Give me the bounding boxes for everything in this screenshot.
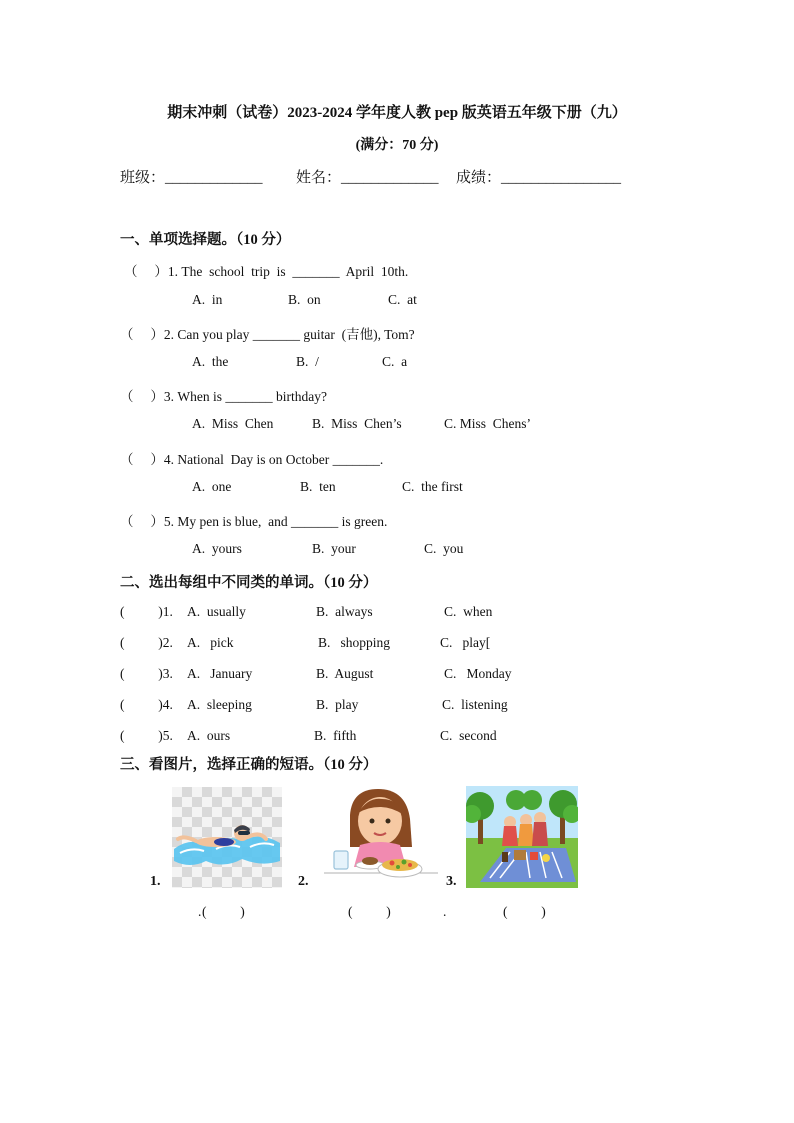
question-5[interactable]: （ ）5. My pen is blue, and _______ is green. (120, 514, 388, 529)
question-3[interactable]: （ ）3. When is _______ birthday? (120, 389, 327, 404)
row-1-option-c[interactable]: C. when (444, 604, 493, 619)
q5-option-b[interactable]: B. your (312, 541, 356, 556)
picture-1-label: 1. (150, 874, 161, 889)
picture-1-answer-blank[interactable]: ( ) (202, 904, 245, 919)
family-picnic-image (466, 786, 578, 888)
section3-heading: 三、看图片，选择正确的短语。（10 分） (120, 757, 378, 773)
girl-eating-salad-image (320, 785, 442, 887)
q4-option-b[interactable]: B. ten (300, 479, 336, 494)
score-note: (满分：70 分) (355, 138, 439, 153)
q4-option-c[interactable]: C. the first (402, 479, 463, 494)
name-field[interactable]: 姓名：_____________ (296, 170, 439, 186)
q3-option-b[interactable]: B. Miss Chen’s (312, 416, 402, 431)
grade-field[interactable]: 成绩：________________ (456, 170, 622, 186)
q1-option-c[interactable]: C. at (388, 292, 417, 307)
row-3-option-b[interactable]: B. August (316, 666, 374, 681)
q3-option-c[interactable]: C. Miss Chens’ (444, 416, 532, 431)
q5-option-a[interactable]: A. yours (192, 541, 242, 556)
row-5-option-b[interactable]: B. fifth (314, 728, 357, 743)
q4-option-a[interactable]: A. one (192, 479, 232, 494)
question-1[interactable]: （ ）1. The school trip is _______ April 10th. (124, 264, 409, 279)
section2-heading: 二、选出每组中不同类的单词。（10 分） (120, 575, 378, 591)
row-1-option-a[interactable]: A. usually (187, 604, 246, 619)
page-title: 期末冲刺（试卷）2023-2024 学年度人教 pep 版英语五年级下册（九） (167, 105, 627, 121)
q2-option-c[interactable]: C. a (382, 354, 408, 369)
row-4-option-a[interactable]: A. sleeping (187, 697, 252, 712)
question-2[interactable]: （ ）2. Can you play _______ guitar (吉他), Tom? (120, 327, 415, 342)
row-5-option-c[interactable]: C. second (440, 728, 497, 743)
row-2-option-a[interactable]: A. pick (187, 635, 234, 650)
row-2-option-c[interactable]: C. play[ (440, 635, 491, 650)
class-field[interactable]: 班级：_____________ (120, 170, 263, 186)
picture-2-answer-blank[interactable]: ( ) (348, 904, 391, 919)
picture-3-label: 3. (446, 874, 457, 889)
picture-3-answer-blank[interactable]: ( ) (503, 904, 546, 919)
section1-heading: 一、单项选择题。（10 分） (120, 232, 291, 248)
row-2-option-b[interactable]: B. shopping (318, 635, 391, 650)
row-3-option-a[interactable]: A. January (187, 666, 253, 681)
row-5-option-a[interactable]: A. ours (187, 728, 231, 743)
q5-option-c[interactable]: C. you (424, 541, 464, 556)
row-5-number[interactable]: ( )5. (120, 728, 173, 743)
q2-option-a[interactable]: A. the (192, 354, 229, 369)
row-3-number[interactable]: ( )3. (120, 666, 173, 681)
row-1-number[interactable]: ( )1. (120, 604, 173, 619)
q2-option-b[interactable]: B. / (296, 354, 319, 369)
row-4-number[interactable]: ( )4. (120, 697, 173, 712)
dot-mark: . (198, 904, 202, 919)
q1-option-a[interactable]: A. in (192, 292, 223, 307)
row-4-option-c[interactable]: C. listening (442, 697, 508, 712)
dot-mark-3: . (443, 904, 447, 919)
picture-2-label: 2. (298, 874, 309, 889)
row-2-number[interactable]: ( )2. (120, 635, 173, 650)
question-4[interactable]: （ ）4. National Day is on October _______. (120, 452, 384, 467)
q3-option-a[interactable]: A. Miss Chen (192, 416, 274, 431)
row-1-option-b[interactable]: B. always (316, 604, 373, 619)
q1-option-b[interactable]: B. on (288, 292, 321, 307)
row-4-option-b[interactable]: B. play (316, 697, 359, 712)
swimming-boy-image (172, 787, 282, 888)
row-3-option-c[interactable]: C. Monday (444, 666, 512, 681)
